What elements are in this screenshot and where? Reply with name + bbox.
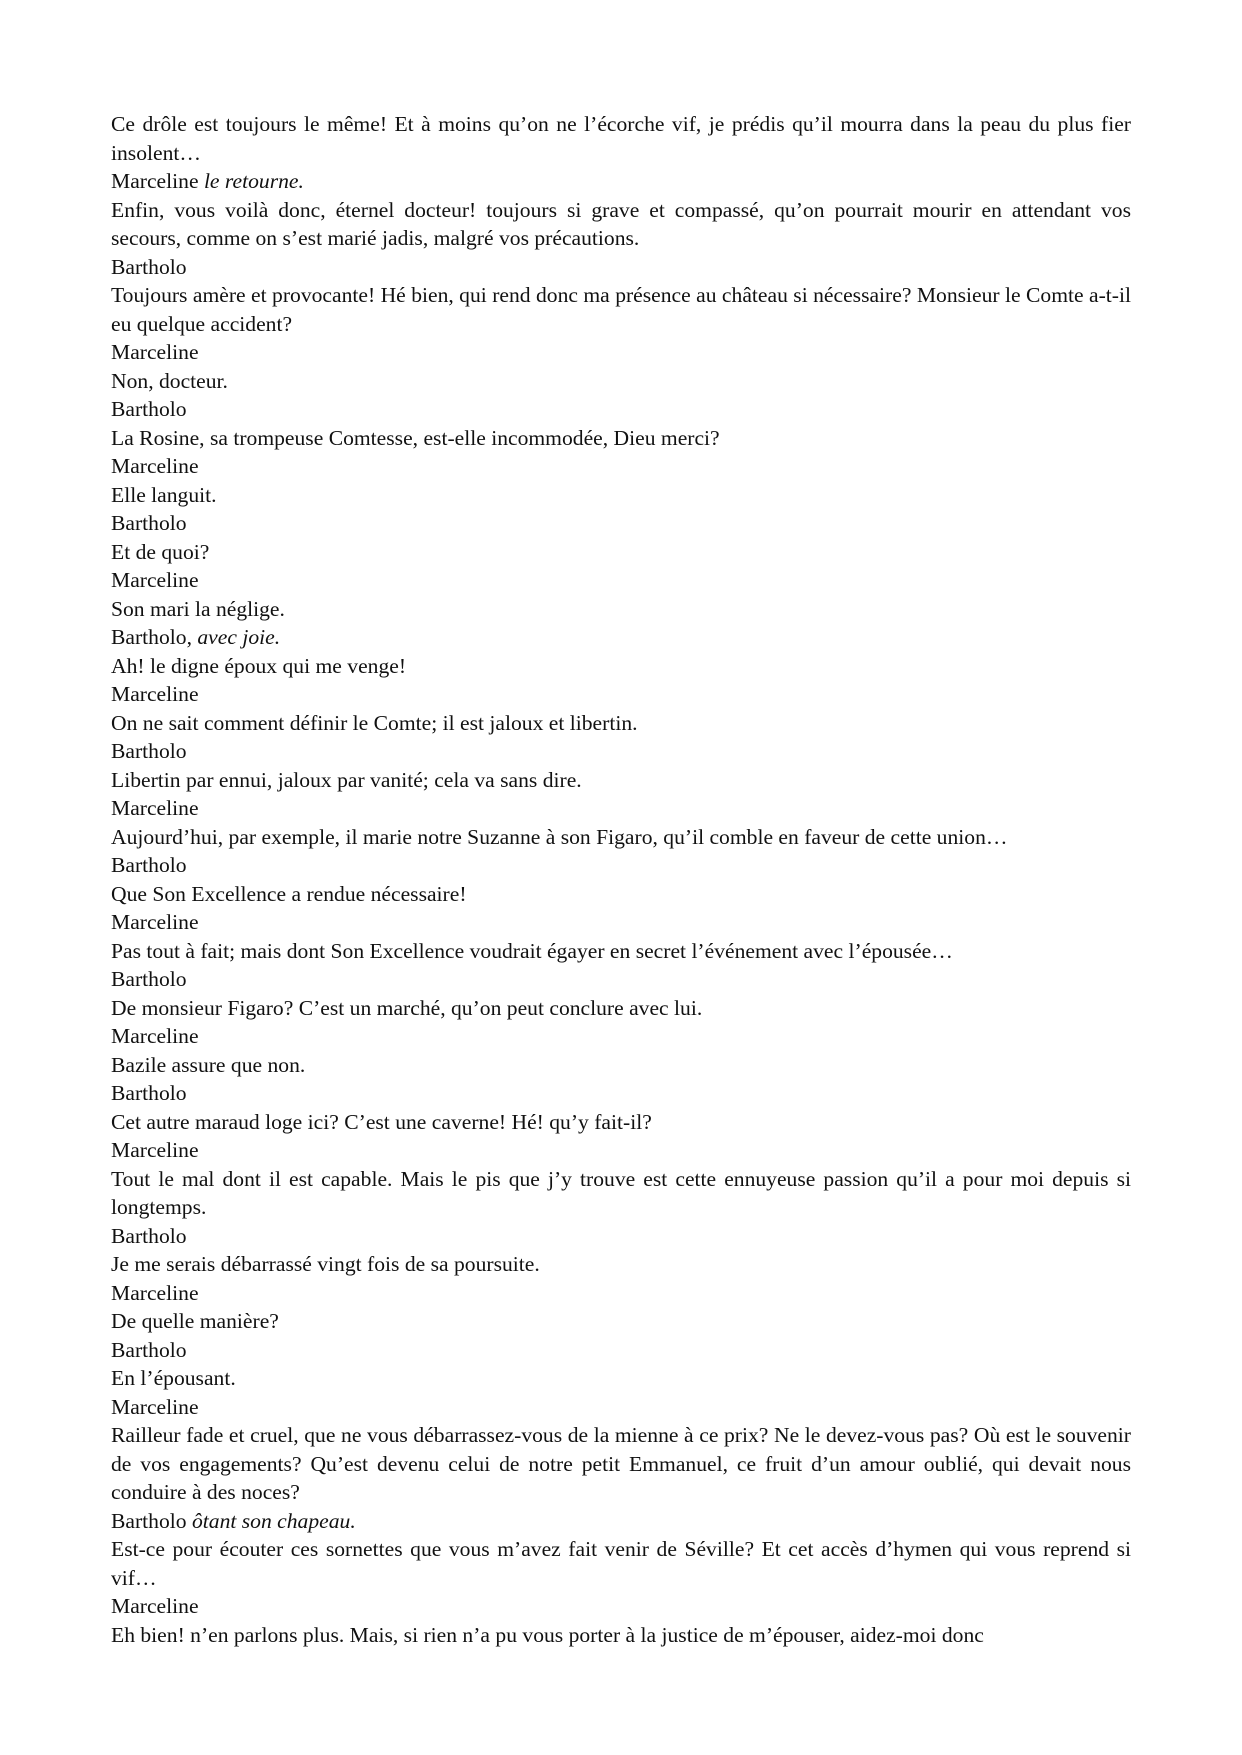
speech-text: Toujours amère et provocante! Hé bien, qui rend donc ma présence au château si nécessaire? Monsieur le Comte a-t-il eu quelque accident? [111, 283, 1131, 336]
speaker-name: Marceline [111, 1394, 199, 1419]
speaker-name: Bartholo [111, 739, 187, 763]
speaker-line [111, 167, 1131, 196]
speaker-name: Bartholo [111, 254, 187, 279]
speaker-line [111, 338, 1131, 367]
speech-text: Ah! le digne époux qui me venge! [111, 653, 407, 678]
speaker-line [111, 1222, 1131, 1251]
speech-text: Libertin par ennui, jaloux par vanité; cela va sans dire. [111, 767, 582, 792]
speech-text: En l’épousant. [111, 1366, 236, 1390]
speech-text: Railleur fade et cruel, que ne vous débarrassez-vous de la mienne à ce prix? Ne le devez-vous pas? Où est le souvenir de vos engagements? Qu’est devenu celui de notre petit Emmanuel, ce fruit d’un amour oublié, qui devait nous conduire à des noces? [111, 1423, 1131, 1504]
speaker-name: Marceline [111, 1138, 199, 1162]
speech-text: Ce drôle est toujours le même! Et à moins qu’on ne l’écorche vif, je prédis qu’il mourra dans la peau du plus fier insolent… [111, 112, 1131, 165]
speech-text: La Rosine, sa trompeuse Comtesse, est-elle incommodée, Dieu merci? [111, 425, 720, 450]
speaker-line [111, 452, 1131, 481]
speaker-line [111, 509, 1131, 538]
speaker-name: Bartholo [111, 853, 187, 877]
speaker-name: Marceline [111, 1024, 199, 1048]
speaker-name: Marceline [111, 1594, 199, 1618]
speaker-line [111, 566, 1131, 595]
speech-text: De quelle manière? [111, 1309, 279, 1333]
speaker-line [111, 794, 1131, 823]
speech-text: Cet autre maraud loge ici? C’est une caverne! Hé! qu’y fait-il? [111, 1109, 652, 1134]
speaker-name: Bartholo [111, 1337, 187, 1362]
speech-text: De monsieur Figaro? C’est un marché, qu’on peut conclure avec lui. [111, 995, 703, 1020]
stage-direction: avec joie. [197, 625, 281, 649]
speech-text: Son mari la néglige. [111, 596, 285, 621]
speaker-line [111, 1022, 1131, 1051]
speaker-line [111, 1279, 1131, 1308]
speech-text: Non, docteur. [111, 368, 228, 393]
speech-text: Pas tout à fait; mais dont Son Excellence voudrait égayer en secret l’événement avec l’épousée… [111, 938, 953, 963]
speaker-line [111, 395, 1131, 424]
stage-direction: le retourne. [203, 169, 304, 193]
speaker-line [111, 680, 1131, 709]
speaker-name: Bartholo [111, 511, 187, 535]
speaker-line [111, 965, 1131, 994]
speaker-line [111, 851, 1131, 880]
speech-text: On ne sait comment définir le Comte; il est jaloux et libertin. [111, 710, 638, 735]
speaker-line [111, 1079, 1131, 1108]
stage-direction: ôtant son chapeau. [191, 1508, 356, 1533]
speaker-name: Bartholo [111, 1223, 187, 1248]
speaker-name: Bartholo [111, 967, 187, 991]
speaker-name: Marceline [111, 1280, 199, 1305]
speech-text: Tout le mal dont il est capable. Mais le pis que j’y trouve est cette ennuyeuse passion qu’il a pour moi depuis si longtemps. [111, 1166, 1131, 1219]
speaker-name: Bartholo [111, 1081, 187, 1105]
speech-text: Que Son Excellence a rendue nécessaire! [111, 881, 467, 906]
speaker-name: Marceline [111, 682, 199, 706]
speaker-name: Marceline [111, 169, 199, 193]
speaker-line [111, 1507, 1131, 1536]
speaker-line [111, 908, 1131, 937]
speaker-name: Marceline [111, 796, 199, 820]
speaker-name: Marceline [111, 454, 199, 478]
speaker-line [111, 623, 1131, 652]
speech-text: Aujourd’hui, par exemple, il marie notre Suzanne à son Figaro, qu’il comble en faveur de cette union… [111, 824, 1008, 849]
document-page [111, 110, 1131, 1649]
speaker-line [111, 1393, 1131, 1422]
speaker-name: Bartholo [111, 1508, 187, 1533]
speech-text: Elle languit. [111, 482, 217, 507]
speaker-name: Bartholo [111, 397, 187, 421]
speaker-name: Marceline [111, 568, 199, 592]
speaker-name: Marceline [111, 910, 199, 934]
speaker-line [111, 1136, 1131, 1165]
speech-text: Est-ce pour écouter ces sornettes que vous m’avez fait venir de Séville? Et cet accès d’hymen qui vous reprend si vif… [111, 1537, 1131, 1590]
speaker-line [111, 253, 1131, 282]
speech-text: Enfin, vous voilà donc, éternel docteur! toujours si grave et compassé, qu’on pourrait mourir en attendant vos secours, comme on s’est marié jadis, malgré vos précautions. [111, 197, 1131, 250]
speaker-line [111, 1592, 1131, 1621]
speech-text: Je me serais débarrassé vingt fois de sa poursuite. [111, 1252, 540, 1276]
speaker-name: Marceline [111, 340, 199, 364]
speech-text: Eh bien! n’en parlons plus. Mais, si rien n’a pu vous porter à la justice de m’épouser, aidez-moi donc [111, 1622, 984, 1647]
speaker-name: Bartholo, [111, 625, 192, 649]
speech-text: Et de quoi? [111, 539, 210, 564]
speaker-line [111, 1336, 1131, 1365]
speech-text: Bazile assure que non. [111, 1052, 306, 1077]
speaker-line [111, 737, 1131, 766]
